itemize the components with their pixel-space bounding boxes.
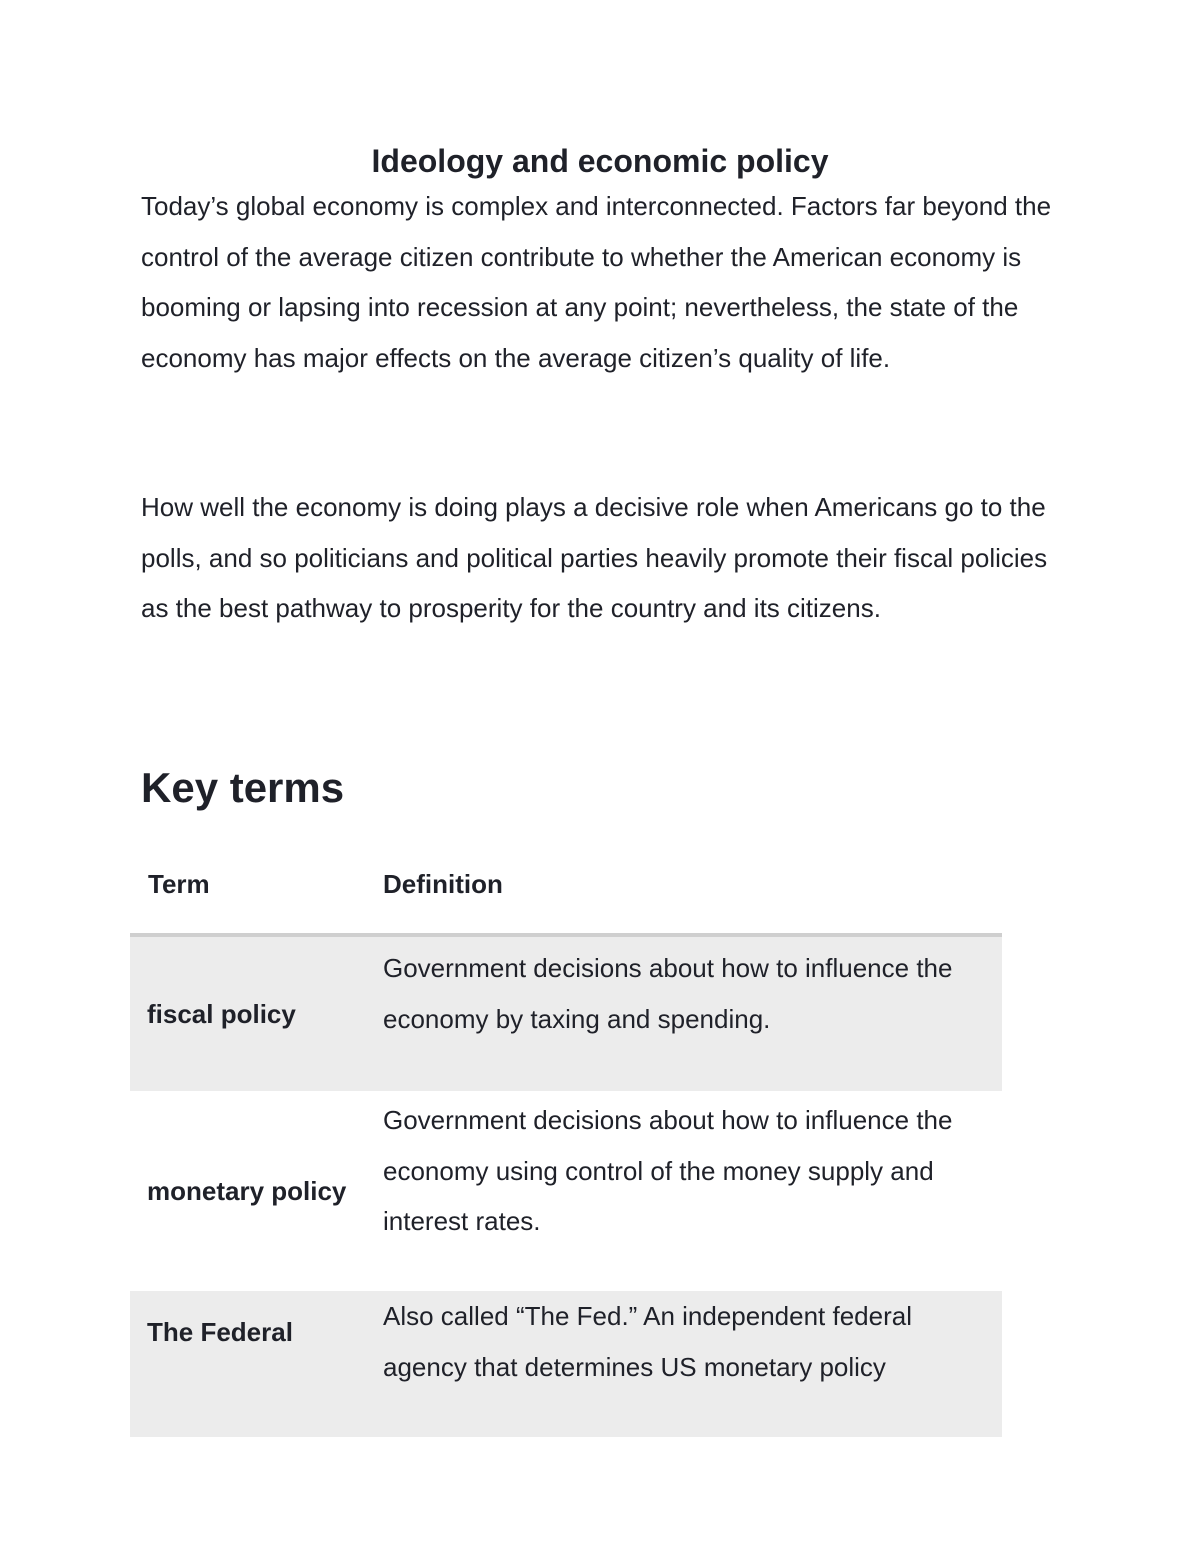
definition-cell: Also called “The Fed.” An independent federal agency that determines US monetary policy [366, 1291, 1002, 1437]
intro-paragraph: Today’s global economy is complex and interconnected. Factors far beyond the control of the average citizen contribute to whether the American economy is booming or lapsing into recession at any point; nevertheless, the state of the economy has major effects on the average citizen’s quality of life. [141, 191, 1052, 373]
table-row [130, 935, 1002, 1091]
term-cell: monetary policy [147, 1175, 347, 1206]
definition-cell: Government decisions about how to influence the economy by taxing and spending. [366, 935, 1002, 1091]
term-cell: The Federal [130, 1291, 366, 1437]
table-header-row [130, 835, 1002, 935]
term-cell: fiscal policy [130, 935, 366, 1091]
section-heading-key-terms: Key terms [141, 764, 345, 811]
column-header-term: Term [130, 835, 366, 935]
table-row [130, 1291, 1002, 1437]
definition-cell: Government decisions about how to influence the economy using control of the money supply and interest rates. [383, 1105, 953, 1236]
document-title: Ideology and economic policy [371, 143, 829, 179]
key-terms-table [130, 835, 1002, 1437]
table-row [130, 1091, 1002, 1291]
body-paragraph: How well the economy is doing plays a decisive role when Americans go to the polls, and so politicians and political parties heavily promote their fiscal policies as the best pathway to prosperity for the country and its citizens. [141, 492, 1048, 623]
column-header-definition: Definition [366, 835, 1002, 935]
